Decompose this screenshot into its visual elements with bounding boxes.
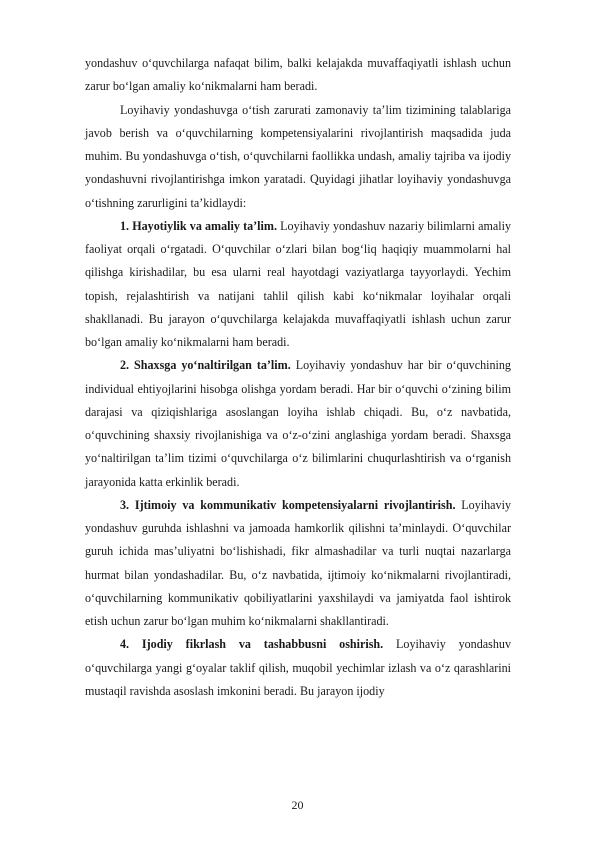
paragraph-heading: 4. Ijodiy fikrlash va tashabbusni oshirish. xyxy=(120,637,384,652)
paragraph-text: Loyihaviy yondashuv guruhda ishlashni va jamoada hamkorlik qilishni ta’minlaydi. O‘quvchilar guruh ichida mas’uliyatni bo‘lishishadi, fikr almashadilar va turli nuqtai nazarlarga hurmat bilan yondashadilar. Bu, o‘z navbatida, ijtimoiy ko‘nikmalarni rivojlantiradi, o‘quvchilarning kommunikativ qobiliyatlarini yaxshilaydi va jamiyatda faol ishtirok etish uchun zarur bo‘lgan muhim ko‘nikmalarni shakllantiradi. xyxy=(85,497,511,628)
paragraph-intro xyxy=(85,99,511,215)
paragraph-item-1 xyxy=(85,215,511,355)
paragraph-item-4 xyxy=(85,633,511,703)
paragraph-item-2 xyxy=(85,354,511,494)
document-body xyxy=(85,52,511,703)
paragraph-heading: 3. Ijtimoiy va kommunikativ kompetensiyalarni rivojlantirish. xyxy=(120,497,456,512)
paragraph-text: Loyihaviy yondashuvga o‘tish zarurati zamonaviy ta’lim tizimining talablariga javob berish va o‘quvchilarning kompetensiyalarini rivojlantirish maqsadida juda muhim. Bu yondashuvga o‘tish, o‘quvchilarni faollikka undash, amaliy tajriba va ijodiy yondashuvni rivojlantirishga imkon yaratadi. Quyidagi jihatlar loyihaviy yondashuvga o‘tishning zarurligini ta’kidlaydi: xyxy=(85,102,511,210)
paragraph-text: Loyihaviy yondashuv har bir o‘quvchining individual ehtiyojlarini hisobga olishga yordam beradi. Har bir o‘quvchi o‘zining bilim darajasi va qiziqishlariga asoslangan loyiha ishlab chiqadi. Bu, o‘z navbatida, o‘quvchining shaxsiy rivojlanishiga va o‘z-o‘zini anglashiga yordam beradi. Shaxsga yo‘naltirilgan ta’lim tizimi o‘quvchilarga o‘z bilimlarini chuqurlashtirish va o‘rganish jarayonida katta erkinlik beradi. xyxy=(85,358,511,489)
paragraph-continuation xyxy=(85,52,511,99)
paragraph-heading: 2. Shaxsga yo‘naltirilgan ta’lim. xyxy=(120,358,291,373)
paragraph-text: yondashuv o‘quvchilarga nafaqat bilim, balki kelajakda muvaffaqiyatli ishlash uchun zarur bo‘lgan amaliy ko‘nikmalarni ham beradi. xyxy=(85,56,511,94)
paragraph-text: Loyihaviy yondashuv o‘quvchilarga yangi g‘oyalar taklif qilish, muqobil yechimlar izlash va o‘z qarashlarini mustaqil ravishda asoslash imkonini beradi. Bu jarayon ijodiy xyxy=(85,637,511,698)
paragraph-text: Loyihaviy yondashuv nazariy bilimlarni amaliy faoliyat orqali o‘rgatadi. O‘quvchilar o‘zlari bilan bog‘liq haqiqiy muammolarni hal qilishga kirishadilar, bu esa ularni real hayotdagi vaziyatlarga tayyorlaydi. Yechim topish, rejalashtirish va natijani tahlil qilish kabi ko‘nikmalar loyihalar orqali shakllanadi. Bu jarayon o‘quvchilarga kelajakda muvaffaqiyatli ishlash uchun zarur bo‘lgan amaliy ko‘nikmalarni ham beradi. xyxy=(85,218,511,349)
paragraph-item-3 xyxy=(85,494,511,634)
paragraph-heading: 1. Hayotiylik va amaliy ta’lim. xyxy=(120,218,277,233)
page-number: 20 xyxy=(291,798,304,812)
